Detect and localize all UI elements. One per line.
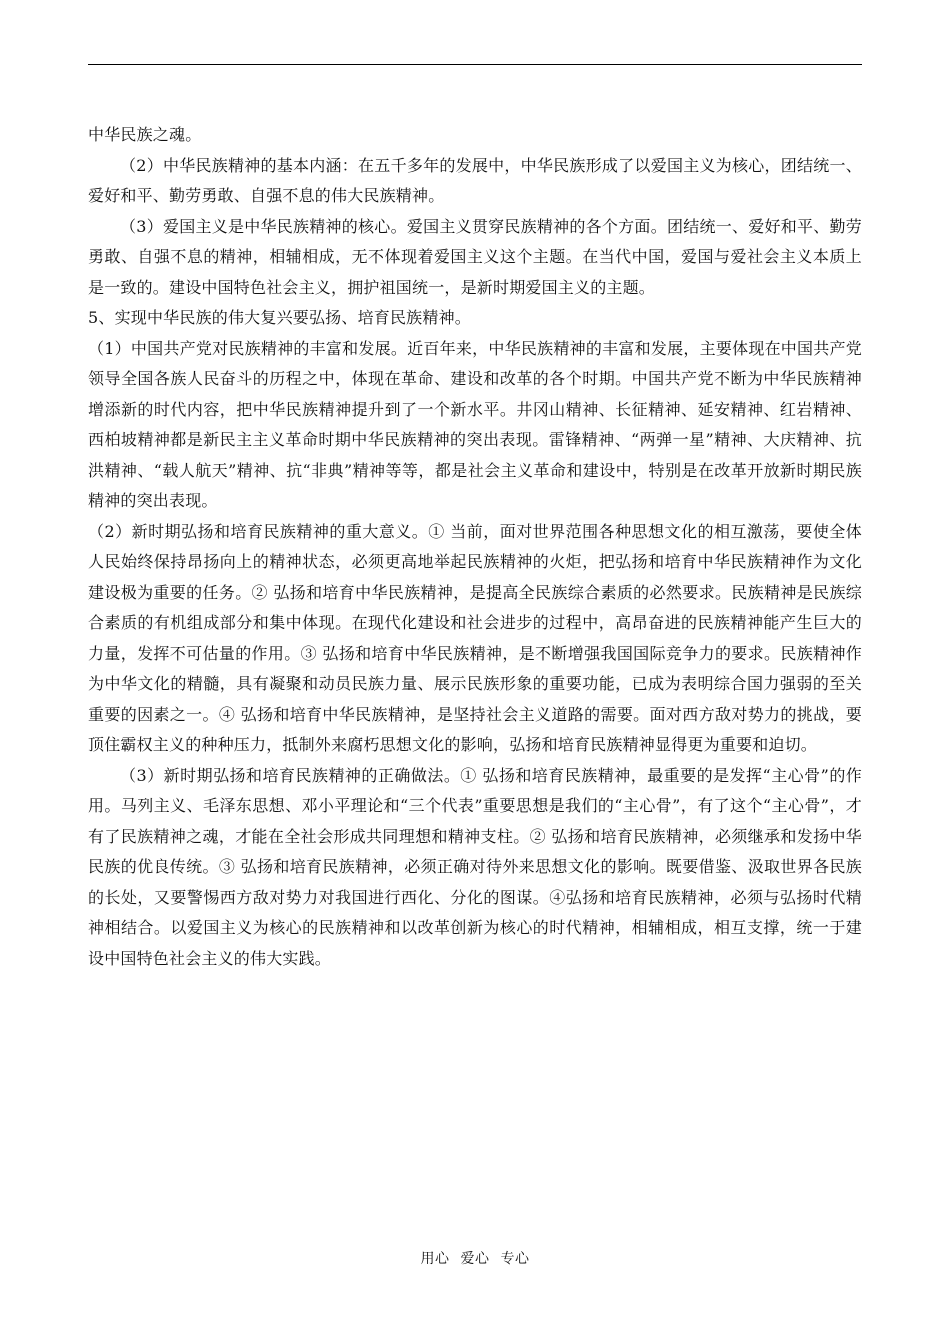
paragraph-party-development: （1）中国共产党对民族精神的丰富和发展。近百年来，中华民族精神的丰富和发展，主要体现在中国共产党领导全国各族人民奋斗的历程之中，体现在革命、建设和改革的各个时期。中国共产党不断为中华民族精神增添新的时代内容，把中华民族精神提升到了一个新水平。井冈山精神、长征精神、延安精神、红岩精神、西柏坡精神都是新民主主义革命时期中华民族精神的突出表现。雷锋精神、“两弹一星”精神、大庆精神、抗洪精神、“载人航天”精神、抗“非典”精神等等，都是社会主义革命和建设中，特别是在改革开放新时期民族精神的突出表现。 — [88, 338, 862, 510]
section-heading-5: 5、实现中华民族的伟大复兴要弘扬、培育民族精神。 — [88, 308, 471, 327]
paragraph-significance: （2）新时期弘扬和培育民族精神的重大意义。① 当前，面对世界范围各种思想文化的相互激荡，要使全体人民始终保持昂扬向上的精神状态，必须更高地举起民族精神的火炬，把弘扬和培育中华民族精神作为文化建设极为重要的任务。② 弘扬和培育中华民族精神，是提高全民族综合素质的必然要求。民族精神是民族综合素质的有机组成部分和集中体现。在现代化建设和社会进步的过程中，高昂奋进的民族精神能产生巨大的力量，发挥不可估量的作用。③ 弘扬和培育中华民族精神，是不断增强我国国际竞争力的要求。民族精神作为中华文化的精髓，具有凝聚和动员民族力量、展示民族形象的重要功能，已成为表明综合国力强弱的至关重要的因素之一。④ 弘扬和培育中华民族精神，是坚持社会主义道路的需要。面对西方敌对势力的挑战，要顶住霸权主义的种种压力，抵制外来腐朽思想文化的影响，弘扬和培育民族精神显得更为重要和迫切。 — [88, 521, 862, 754]
paragraph-correct-methods: （3）新时期弘扬和培育民族精神的正确做法。① 弘扬和培育民族精神，最重要的是发挥“主心骨”的作用。马列主义、毛泽东思想、邓小平理论和“三个代表”重要思想是我们的“主心骨”，有了这个“主心骨”，才有了民族精神之魂，才能在全社会形成共同理想和精神支柱。② 弘扬和培育民族精神，必须继承和发扬中华民族的优良传统。③ 弘扬和培育民族精神，必须正确对待外来思想文化的影响。既要借鉴、汲取世界各民族的长处，又要警惕西方敌对势力对我国进行西化、分化的图谋。④弘扬和培育民族精神，必须与弘扬时代精神相结合。以爱国主义为核心的民族精神和以改革创新为核心的时代精神，相辅相成，相互支撑，统一于建设中国特色社会主义的伟大实践。 — [88, 765, 862, 968]
page-footer: 用心 爱心 专心 — [420, 1251, 530, 1267]
paragraph-patriotism-core: （3）爱国主义是中华民族精神的核心。爱国主义贯穿民族精神的各个方面。团结统一、爱好和平、勤劳勇敢、自强不息的精神，相辅相成，无不体现着爱国主义这个主题。在当代中国，爱国与爱社会主义本质上是一致的。建设中国特色社会主义，拥护祖国统一，是新时期爱国主义的主题。 — [88, 216, 862, 297]
paragraph-basic-connotation: （2）中华民族精神的基本内涵：在五千多年的发展中，中华民族形成了以爱国主义为核心，团结统一、爱好和平、勤劳勇敢、自强不息的伟大民族精神。 — [88, 155, 862, 205]
header-rule — [88, 64, 862, 65]
paragraph-continuation: 中华民族之魂。 — [88, 125, 202, 144]
document-body — [88, 120, 862, 974]
